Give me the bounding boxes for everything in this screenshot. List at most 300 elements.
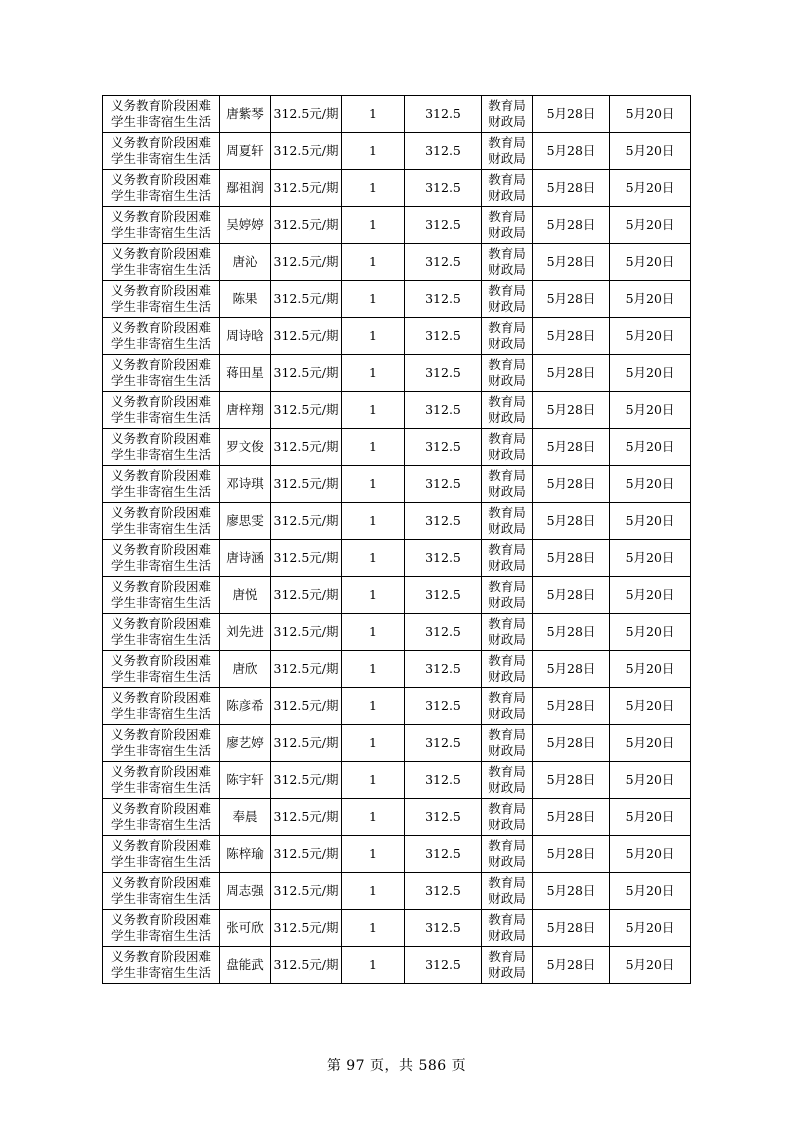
amount-cell: 312.5 bbox=[405, 170, 482, 207]
count-cell: 1 bbox=[342, 392, 405, 429]
item-cell bbox=[103, 614, 220, 651]
date-a-cell: 5月28日 bbox=[533, 503, 610, 540]
dept-cell-line: 教育局 bbox=[488, 875, 526, 890]
item-cell bbox=[103, 910, 220, 947]
dept-cell bbox=[482, 725, 533, 762]
dept-cell-line: 教育局 bbox=[488, 653, 526, 668]
amount-cell: 312.5 bbox=[405, 910, 482, 947]
date-b-cell: 5月20日 bbox=[610, 281, 691, 318]
amount-cell: 312.5 bbox=[405, 799, 482, 836]
table-row bbox=[103, 799, 691, 836]
count-cell: 1 bbox=[342, 96, 405, 133]
table-row bbox=[103, 762, 691, 799]
standard-cell: 312.5元/期 bbox=[271, 96, 342, 133]
name-cell: 鄢祖润 bbox=[220, 170, 271, 207]
dept-cell-line: 教育局 bbox=[488, 394, 526, 409]
item-cell bbox=[103, 947, 220, 984]
standard-cell: 312.5元/期 bbox=[271, 688, 342, 725]
count-cell: 1 bbox=[342, 725, 405, 762]
count-cell: 1 bbox=[342, 540, 405, 577]
dept-cell bbox=[482, 614, 533, 651]
dept-cell-line: 教育局 bbox=[488, 209, 526, 224]
dept-cell-line: 教育局 bbox=[488, 468, 526, 483]
dept-cell-line: 教育局 bbox=[488, 542, 526, 557]
dept-cell bbox=[482, 170, 533, 207]
dept-cell bbox=[482, 577, 533, 614]
count-cell: 1 bbox=[342, 651, 405, 688]
dept-cell bbox=[482, 836, 533, 873]
name-cell: 唐悦 bbox=[220, 577, 271, 614]
standard-cell: 312.5元/期 bbox=[271, 207, 342, 244]
count-cell: 1 bbox=[342, 614, 405, 651]
standard-cell: 312.5元/期 bbox=[271, 318, 342, 355]
item-cell-line: 义务教育阶段困难 bbox=[110, 246, 211, 261]
standard-cell: 312.5元/期 bbox=[271, 355, 342, 392]
table-row bbox=[103, 947, 691, 984]
standard-cell: 312.5元/期 bbox=[271, 429, 342, 466]
date-a-cell: 5月28日 bbox=[533, 873, 610, 910]
name-cell: 唐诗涵 bbox=[220, 540, 271, 577]
count-cell: 1 bbox=[342, 762, 405, 799]
standard-cell: 312.5元/期 bbox=[271, 762, 342, 799]
name-cell: 奉晨 bbox=[220, 799, 271, 836]
date-a-cell: 5月28日 bbox=[533, 799, 610, 836]
name-cell: 陈梓瑜 bbox=[220, 836, 271, 873]
dept-cell bbox=[482, 244, 533, 281]
dept-cell bbox=[482, 873, 533, 910]
item-cell-line: 学生非寄宿生生活 bbox=[110, 743, 211, 758]
standard-cell: 312.5元/期 bbox=[271, 577, 342, 614]
amount-cell: 312.5 bbox=[405, 503, 482, 540]
table-row bbox=[103, 318, 691, 355]
date-b-cell: 5月20日 bbox=[610, 207, 691, 244]
item-cell-line: 义务教育阶段困难 bbox=[110, 727, 211, 742]
count-cell: 1 bbox=[342, 836, 405, 873]
amount-cell: 312.5 bbox=[405, 651, 482, 688]
item-cell bbox=[103, 96, 220, 133]
dept-cell-line: 财政局 bbox=[488, 558, 526, 573]
count-cell: 1 bbox=[342, 429, 405, 466]
dept-cell-line: 财政局 bbox=[488, 410, 526, 425]
count-cell: 1 bbox=[342, 170, 405, 207]
item-cell bbox=[103, 170, 220, 207]
amount-cell: 312.5 bbox=[405, 725, 482, 762]
dept-cell bbox=[482, 281, 533, 318]
dept-cell bbox=[482, 429, 533, 466]
dept-cell-line: 财政局 bbox=[488, 521, 526, 536]
dept-cell-line: 教育局 bbox=[488, 579, 526, 594]
amount-cell: 312.5 bbox=[405, 318, 482, 355]
name-cell: 吴婷婷 bbox=[220, 207, 271, 244]
item-cell bbox=[103, 725, 220, 762]
count-cell: 1 bbox=[342, 244, 405, 281]
date-b-cell: 5月20日 bbox=[610, 836, 691, 873]
date-a-cell: 5月28日 bbox=[533, 725, 610, 762]
standard-cell: 312.5元/期 bbox=[271, 910, 342, 947]
dept-cell-line: 财政局 bbox=[488, 743, 526, 758]
item-cell-line: 学生非寄宿生生活 bbox=[110, 484, 211, 499]
item-cell bbox=[103, 392, 220, 429]
date-a-cell: 5月28日 bbox=[533, 762, 610, 799]
table-row bbox=[103, 96, 691, 133]
dept-cell bbox=[482, 133, 533, 170]
dept-cell bbox=[482, 540, 533, 577]
item-cell-line: 学生非寄宿生生活 bbox=[110, 632, 211, 647]
amount-cell: 312.5 bbox=[405, 244, 482, 281]
dept-cell-line: 教育局 bbox=[488, 135, 526, 150]
item-cell-line: 学生非寄宿生生活 bbox=[110, 151, 211, 166]
date-b-cell: 5月20日 bbox=[610, 799, 691, 836]
amount-cell: 312.5 bbox=[405, 762, 482, 799]
date-b-cell: 5月20日 bbox=[610, 725, 691, 762]
table-row bbox=[103, 281, 691, 318]
name-cell: 唐欣 bbox=[220, 651, 271, 688]
dept-cell bbox=[482, 651, 533, 688]
date-b-cell: 5月20日 bbox=[610, 392, 691, 429]
item-cell-line: 义务教育阶段困难 bbox=[110, 949, 211, 964]
table-row bbox=[103, 910, 691, 947]
table-row bbox=[103, 355, 691, 392]
subsidy-table bbox=[102, 95, 691, 984]
amount-cell: 312.5 bbox=[405, 355, 482, 392]
count-cell: 1 bbox=[342, 207, 405, 244]
dept-cell-line: 财政局 bbox=[488, 484, 526, 499]
table-row bbox=[103, 651, 691, 688]
name-cell: 廖思雯 bbox=[220, 503, 271, 540]
table-row bbox=[103, 873, 691, 910]
count-cell: 1 bbox=[342, 910, 405, 947]
standard-cell: 312.5元/期 bbox=[271, 799, 342, 836]
name-cell: 周诗晗 bbox=[220, 318, 271, 355]
item-cell bbox=[103, 429, 220, 466]
dept-cell-line: 教育局 bbox=[488, 357, 526, 372]
item-cell bbox=[103, 873, 220, 910]
item-cell-line: 义务教育阶段困难 bbox=[110, 616, 211, 631]
count-cell: 1 bbox=[342, 799, 405, 836]
item-cell-line: 义务教育阶段困难 bbox=[110, 209, 211, 224]
name-cell: 陈果 bbox=[220, 281, 271, 318]
count-cell: 1 bbox=[342, 355, 405, 392]
date-b-cell: 5月20日 bbox=[610, 429, 691, 466]
item-cell bbox=[103, 133, 220, 170]
dept-cell-line: 财政局 bbox=[488, 373, 526, 388]
date-b-cell: 5月20日 bbox=[610, 947, 691, 984]
dept-cell bbox=[482, 947, 533, 984]
item-cell-line: 义务教育阶段困难 bbox=[110, 394, 211, 409]
item-cell-line: 学生非寄宿生生活 bbox=[110, 373, 211, 388]
item-cell-line: 义务教育阶段困难 bbox=[110, 912, 211, 927]
dept-cell bbox=[482, 207, 533, 244]
table-row bbox=[103, 725, 691, 762]
item-cell bbox=[103, 207, 220, 244]
date-b-cell: 5月20日 bbox=[610, 170, 691, 207]
item-cell-line: 学生非寄宿生生活 bbox=[110, 410, 211, 425]
name-cell: 唐沁 bbox=[220, 244, 271, 281]
dept-cell-line: 财政局 bbox=[488, 225, 526, 240]
table-row bbox=[103, 466, 691, 503]
date-b-cell: 5月20日 bbox=[610, 762, 691, 799]
item-cell bbox=[103, 762, 220, 799]
dept-cell bbox=[482, 503, 533, 540]
count-cell: 1 bbox=[342, 688, 405, 725]
item-cell-line: 学生非寄宿生生活 bbox=[110, 188, 211, 203]
date-b-cell: 5月20日 bbox=[610, 466, 691, 503]
amount-cell: 312.5 bbox=[405, 281, 482, 318]
standard-cell: 312.5元/期 bbox=[271, 466, 342, 503]
name-cell: 周志强 bbox=[220, 873, 271, 910]
name-cell: 蒋田星 bbox=[220, 355, 271, 392]
item-cell bbox=[103, 799, 220, 836]
date-a-cell: 5月28日 bbox=[533, 281, 610, 318]
item-cell-line: 义务教育阶段困难 bbox=[110, 283, 211, 298]
table-row bbox=[103, 503, 691, 540]
dept-cell-line: 教育局 bbox=[488, 838, 526, 853]
date-b-cell: 5月20日 bbox=[610, 651, 691, 688]
dept-cell-line: 教育局 bbox=[488, 801, 526, 816]
amount-cell: 312.5 bbox=[405, 836, 482, 873]
item-cell-line: 义务教育阶段困难 bbox=[110, 801, 211, 816]
dept-cell-line: 财政局 bbox=[488, 891, 526, 906]
dept-cell-line: 教育局 bbox=[488, 690, 526, 705]
table-row bbox=[103, 688, 691, 725]
count-cell: 1 bbox=[342, 318, 405, 355]
date-a-cell: 5月28日 bbox=[533, 651, 610, 688]
item-cell bbox=[103, 244, 220, 281]
amount-cell: 312.5 bbox=[405, 96, 482, 133]
date-a-cell: 5月28日 bbox=[533, 429, 610, 466]
name-cell: 刘先进 bbox=[220, 614, 271, 651]
item-cell-line: 义务教育阶段困难 bbox=[110, 653, 211, 668]
standard-cell: 312.5元/期 bbox=[271, 133, 342, 170]
dept-cell-line: 财政局 bbox=[488, 299, 526, 314]
amount-cell: 312.5 bbox=[405, 133, 482, 170]
amount-cell: 312.5 bbox=[405, 577, 482, 614]
item-cell-line: 学生非寄宿生生活 bbox=[110, 669, 211, 684]
dept-cell-line: 财政局 bbox=[488, 188, 526, 203]
dept-cell-line: 教育局 bbox=[488, 727, 526, 742]
item-cell-line: 义务教育阶段困难 bbox=[110, 431, 211, 446]
table-row bbox=[103, 429, 691, 466]
dept-cell-line: 教育局 bbox=[488, 505, 526, 520]
dept-cell-line: 教育局 bbox=[488, 912, 526, 927]
date-b-cell: 5月20日 bbox=[610, 540, 691, 577]
table-row bbox=[103, 577, 691, 614]
date-a-cell: 5月28日 bbox=[533, 614, 610, 651]
item-cell-line: 学生非寄宿生生活 bbox=[110, 299, 211, 314]
standard-cell: 312.5元/期 bbox=[271, 392, 342, 429]
dept-cell-line: 财政局 bbox=[488, 669, 526, 684]
standard-cell: 312.5元/期 bbox=[271, 651, 342, 688]
item-cell-line: 义务教育阶段困难 bbox=[110, 320, 211, 335]
amount-cell: 312.5 bbox=[405, 688, 482, 725]
dept-cell-line: 财政局 bbox=[488, 447, 526, 462]
item-cell-line: 义务教育阶段困难 bbox=[110, 357, 211, 372]
date-a-cell: 5月28日 bbox=[533, 466, 610, 503]
dept-cell-line: 财政局 bbox=[488, 632, 526, 647]
table-row bbox=[103, 207, 691, 244]
dept-cell-line: 财政局 bbox=[488, 854, 526, 869]
standard-cell: 312.5元/期 bbox=[271, 281, 342, 318]
standard-cell: 312.5元/期 bbox=[271, 170, 342, 207]
dept-cell-line: 财政局 bbox=[488, 965, 526, 980]
amount-cell: 312.5 bbox=[405, 873, 482, 910]
item-cell bbox=[103, 503, 220, 540]
item-cell bbox=[103, 688, 220, 725]
item-cell-line: 义务教育阶段困难 bbox=[110, 98, 211, 113]
dept-cell bbox=[482, 688, 533, 725]
item-cell-line: 义务教育阶段困难 bbox=[110, 764, 211, 779]
count-cell: 1 bbox=[342, 281, 405, 318]
date-b-cell: 5月20日 bbox=[610, 355, 691, 392]
amount-cell: 312.5 bbox=[405, 947, 482, 984]
item-cell-line: 学生非寄宿生生活 bbox=[110, 114, 211, 129]
date-b-cell: 5月20日 bbox=[610, 503, 691, 540]
dept-cell-line: 教育局 bbox=[488, 949, 526, 964]
dept-cell bbox=[482, 466, 533, 503]
table-row bbox=[103, 244, 691, 281]
date-a-cell: 5月28日 bbox=[533, 540, 610, 577]
date-b-cell: 5月20日 bbox=[610, 318, 691, 355]
page-footer: 第 97 页，共 586 页 bbox=[326, 1058, 467, 1074]
date-b-cell: 5月20日 bbox=[610, 244, 691, 281]
date-a-cell: 5月28日 bbox=[533, 318, 610, 355]
item-cell-line: 义务教育阶段困难 bbox=[110, 838, 211, 853]
item-cell-line: 学生非寄宿生生活 bbox=[110, 780, 211, 795]
item-cell-line: 学生非寄宿生生活 bbox=[110, 817, 211, 832]
item-cell bbox=[103, 355, 220, 392]
name-cell: 周夏轩 bbox=[220, 133, 271, 170]
date-a-cell: 5月28日 bbox=[533, 910, 610, 947]
date-a-cell: 5月28日 bbox=[533, 170, 610, 207]
table-row bbox=[103, 836, 691, 873]
item-cell-line: 学生非寄宿生生活 bbox=[110, 595, 211, 610]
item-cell-line: 义务教育阶段困难 bbox=[110, 690, 211, 705]
item-cell bbox=[103, 540, 220, 577]
count-cell: 1 bbox=[342, 466, 405, 503]
date-a-cell: 5月28日 bbox=[533, 244, 610, 281]
dept-cell-line: 财政局 bbox=[488, 780, 526, 795]
standard-cell: 312.5元/期 bbox=[271, 244, 342, 281]
dept-cell-line: 财政局 bbox=[488, 706, 526, 721]
dept-cell bbox=[482, 318, 533, 355]
item-cell bbox=[103, 651, 220, 688]
date-a-cell: 5月28日 bbox=[533, 836, 610, 873]
item-cell bbox=[103, 577, 220, 614]
dept-cell-line: 财政局 bbox=[488, 817, 526, 832]
count-cell: 1 bbox=[342, 577, 405, 614]
amount-cell: 312.5 bbox=[405, 540, 482, 577]
item-cell-line: 义务教育阶段困难 bbox=[110, 542, 211, 557]
name-cell: 盘能武 bbox=[220, 947, 271, 984]
item-cell-line: 学生非寄宿生生活 bbox=[110, 558, 211, 573]
date-a-cell: 5月28日 bbox=[533, 392, 610, 429]
item-cell bbox=[103, 836, 220, 873]
dept-cell bbox=[482, 910, 533, 947]
dept-cell-line: 教育局 bbox=[488, 172, 526, 187]
date-b-cell: 5月20日 bbox=[610, 688, 691, 725]
item-cell bbox=[103, 318, 220, 355]
standard-cell: 312.5元/期 bbox=[271, 540, 342, 577]
standard-cell: 312.5元/期 bbox=[271, 873, 342, 910]
item-cell-line: 学生非寄宿生生活 bbox=[110, 854, 211, 869]
dept-cell-line: 财政局 bbox=[488, 928, 526, 943]
item-cell-line: 学生非寄宿生生活 bbox=[110, 928, 211, 943]
item-cell-line: 义务教育阶段困难 bbox=[110, 505, 211, 520]
item-cell bbox=[103, 281, 220, 318]
table-row bbox=[103, 392, 691, 429]
dept-cell bbox=[482, 392, 533, 429]
count-cell: 1 bbox=[342, 503, 405, 540]
dept-cell-line: 财政局 bbox=[488, 336, 526, 351]
date-b-cell: 5月20日 bbox=[610, 873, 691, 910]
item-cell-line: 学生非寄宿生生活 bbox=[110, 965, 211, 980]
dept-cell-line: 教育局 bbox=[488, 283, 526, 298]
dept-cell-line: 财政局 bbox=[488, 114, 526, 129]
date-a-cell: 5月28日 bbox=[533, 133, 610, 170]
item-cell bbox=[103, 466, 220, 503]
table-row bbox=[103, 540, 691, 577]
standard-cell: 312.5元/期 bbox=[271, 614, 342, 651]
standard-cell: 312.5元/期 bbox=[271, 503, 342, 540]
dept-cell-line: 教育局 bbox=[488, 246, 526, 261]
date-b-cell: 5月20日 bbox=[610, 910, 691, 947]
name-cell: 邓诗琪 bbox=[220, 466, 271, 503]
item-cell-line: 学生非寄宿生生活 bbox=[110, 336, 211, 351]
dept-cell bbox=[482, 355, 533, 392]
name-cell: 唐梓翔 bbox=[220, 392, 271, 429]
dept-cell-line: 教育局 bbox=[488, 764, 526, 779]
item-cell-line: 学生非寄宿生生活 bbox=[110, 262, 211, 277]
name-cell: 罗文俊 bbox=[220, 429, 271, 466]
table-row bbox=[103, 170, 691, 207]
date-a-cell: 5月28日 bbox=[533, 577, 610, 614]
dept-cell-line: 财政局 bbox=[488, 595, 526, 610]
name-cell: 廖艺婷 bbox=[220, 725, 271, 762]
amount-cell: 312.5 bbox=[405, 392, 482, 429]
item-cell-line: 学生非寄宿生生活 bbox=[110, 891, 211, 906]
dept-cell-line: 教育局 bbox=[488, 616, 526, 631]
dept-cell bbox=[482, 762, 533, 799]
amount-cell: 312.5 bbox=[405, 466, 482, 503]
count-cell: 1 bbox=[342, 873, 405, 910]
name-cell: 张可欣 bbox=[220, 910, 271, 947]
dept-cell bbox=[482, 96, 533, 133]
date-b-cell: 5月20日 bbox=[610, 614, 691, 651]
date-b-cell: 5月20日 bbox=[610, 96, 691, 133]
date-a-cell: 5月28日 bbox=[533, 355, 610, 392]
item-cell-line: 学生非寄宿生生活 bbox=[110, 225, 211, 240]
item-cell-line: 学生非寄宿生生活 bbox=[110, 706, 211, 721]
item-cell-line: 义务教育阶段困难 bbox=[110, 468, 211, 483]
item-cell-line: 学生非寄宿生生活 bbox=[110, 521, 211, 536]
item-cell-line: 学生非寄宿生生活 bbox=[110, 447, 211, 462]
table-row bbox=[103, 133, 691, 170]
amount-cell: 312.5 bbox=[405, 207, 482, 244]
item-cell-line: 义务教育阶段困难 bbox=[110, 172, 211, 187]
dept-cell-line: 财政局 bbox=[488, 262, 526, 277]
date-b-cell: 5月20日 bbox=[610, 133, 691, 170]
count-cell: 1 bbox=[342, 947, 405, 984]
item-cell-line: 义务教育阶段困难 bbox=[110, 875, 211, 890]
item-cell-line: 义务教育阶段困难 bbox=[110, 135, 211, 150]
date-b-cell: 5月20日 bbox=[610, 577, 691, 614]
standard-cell: 312.5元/期 bbox=[271, 836, 342, 873]
dept-cell bbox=[482, 799, 533, 836]
table-body bbox=[103, 96, 691, 984]
name-cell: 陈彦希 bbox=[220, 688, 271, 725]
amount-cell: 312.5 bbox=[405, 614, 482, 651]
item-cell-line: 义务教育阶段困难 bbox=[110, 579, 211, 594]
